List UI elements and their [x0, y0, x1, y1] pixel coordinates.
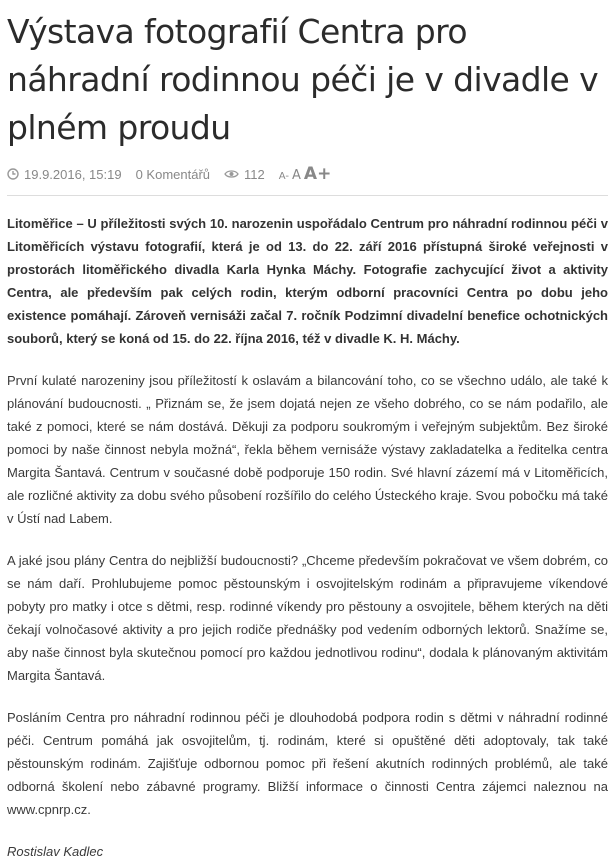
- article-author: Rostislav Kadlec: [7, 844, 104, 859]
- divider: [7, 195, 608, 196]
- font-reset-button[interactable]: A: [292, 168, 301, 183]
- article-paragraph: První kulaté narozeniny jsou příležitostí k oslavám a bilancování toho, co se všechno událo, ale také k plánování budoucnosti. „ Přiznám se, že jsem dojatá nejen ze všeho dobrého, co se nám podařilo, ale také z pomoci, které se nám dostává. Děkuji za podporu soukromým i veřejným subjektům. Bez široké pomoci by naše činnost nebyla možná“, řekla během vernisáže výstavy zakladatelka a ředitelka centra Margita Šantavá. Centrum v současné době podporuje 150 rodin. Své hlavní zázemí má v Litoměřicích, ale rozličné aktivity za dobu svého působení rozšířilo do celého Ústeckého kraje. Svou pobočku má také v Ústí nad Labem.: [7, 373, 608, 526]
- article-body: [7, 212, 608, 863]
- article-title: Výstava fotografií Centra pro náhradní rodinnou péči je v divadle v plném proudu: [7, 12, 599, 147]
- view-count: 112: [244, 166, 265, 182]
- date-info: [7, 167, 122, 182]
- clock-icon: [7, 168, 19, 180]
- article-lead: Litoměřice – U příležitosti svých 10. narozenin uspořádalo Centrum pro náhradní rodinnou péči v Litoměřicích výstavu fotografií, která je od 13. do 22. září 2016 přístupná široké veřejnosti v prostorách litoměřického divadla Karla Hynka Máchy. Fotografie zachycující život a aktivity Centra, ale především pak celých rodin, kterým odborní pracovníci Centra po dobu jeho existence pomáhají. Zároveň vernisáži začal 7. ročník Podzimní divadelní benefice ochotnických souborů, který se koná od 15. do 22. října 2016, též v divadle K. H. Máchy.: [7, 216, 608, 346]
- comments-link[interactable]: 0 Komentářů: [135, 166, 211, 182]
- article-paragraph: Posláním Centra pro náhradní rodinnou péči je dlouhodobá podpora rodin s dětmi v náhradní rodinné péči. Centrum pomáhá jak osvojitelům, tj. rodinám, které si opuštěné děti adoptovaly, tak také pěstounským rodinám. Zajišťuje odbornou pomoc při řešení akutních rodinných problémů, ale také odborná školení nebo zábavné programy. Bližší informace o činnosti Centra zájemci naleznou na www.cpnrp.cz.: [7, 710, 608, 817]
- views-info: [224, 167, 265, 182]
- article-date: 19.9.2016, 15:19: [24, 166, 122, 182]
- font-decrease-button[interactable]: A-: [278, 171, 289, 182]
- font-increase-button[interactable]: A+: [303, 164, 332, 184]
- eye-icon: [224, 169, 239, 179]
- article-paragraph: A jaké jsou plány Centra do nejbližší budoucnosti? „Chceme především pokračovat ve všem dobrém, co se nám daří. Prohlubujeme pomoc pěstounským i osvojitelským rodinám a připravujeme víkendové pobyty pro matky i otce s dětmi, resp. rodinné víkendy pro pěstouny a osvojitele, během kterých na děti čekají volnočasové aktivity a pro jejich rodiče přednášky pod vedením odborných lektorů. Snažíme se, aby naše činnost byla skutečnou pomocí pro každou jednotlivou rodinu“, dodala k plánovaným aktivitám Margita Šantavá.: [7, 553, 608, 683]
- article-meta: [7, 162, 608, 186]
- font-size-controls: [279, 164, 335, 184]
